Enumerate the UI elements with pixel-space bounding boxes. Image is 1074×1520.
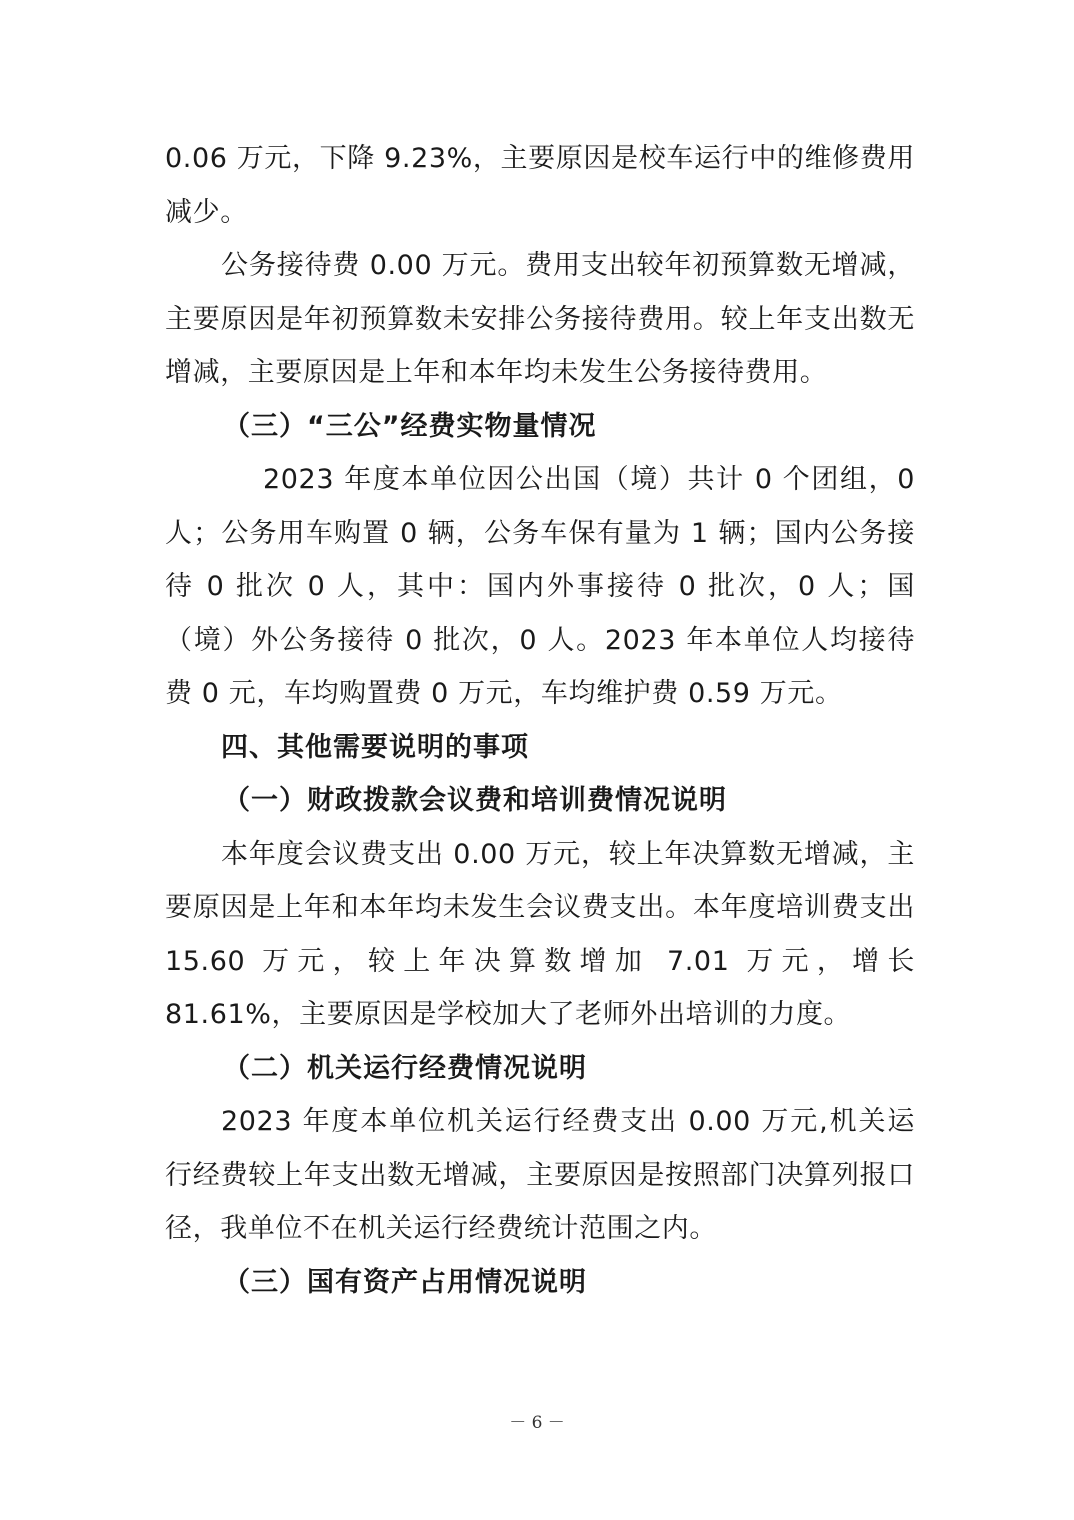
page-number: － 6 － (509, 1413, 565, 1433)
heading-agency-operating-expenses: （二）机关运行经费情况说明 (223, 1052, 587, 1084)
heading-meeting-training-fees: （一）财政拨款会议费和培训费情况说明 (223, 785, 727, 816)
paragraph-meeting-training-fees: 本年度会议费支出 0.00 万元，较上年决算数无增减，主要原因是上年和本年均未发生会议费支出。本年度培训费支出 15.60 万元，较上年决算数增加 7.01 万元，增长 81.61%，主要原因是学校加大了老师外出培训的力度。 (165, 838, 915, 1030)
heading-other-matters: 四、其他需要说明的事项 (221, 731, 529, 763)
paragraph-agency-operating-expenses: 2023 年度本单位机关运行经费支出 0.00 万元,机关运行经费较上年支出数无增减，主要原因是按照部门决算列报口径，我单位不在机关运行经费统计范围之内。 (165, 1106, 915, 1244)
document-body (165, 132, 915, 1309)
heading-state-assets: （三）国有资产占用情况说明 (223, 1266, 587, 1298)
paragraph-reception-expense: 公务接待费 0.00 万元。费用支出较年初预算数无增减，主要原因是年初预算数未安排公务接待费用。较上年支出数无增减，主要原因是上年和本年均未发生公务接待费用。 (165, 250, 915, 388)
paragraph-physical-quantity: 2023 年度本单位因公出国（境）共计 0 个团组，0 人；公务用车购置 0 辆，公务车保有量为 1 辆；国内公务接待 0 批次 0 人，其中：国内外事接待 0 批次，0 人；国（境）外公务接待 0 批次，0 人。2023 年本单位人均接待费 0 元，车均购置费 0 万元，车均维护费 0.59 万元。 (165, 464, 915, 709)
paragraph-vehicle-maintenance: 0.06 万元，下降 9.23%，主要原因是校车运行中的维修费用减少。 (165, 143, 915, 228)
heading-sangong-physical-quantity: （三）“三公”经费实物量情况 (223, 410, 597, 442)
